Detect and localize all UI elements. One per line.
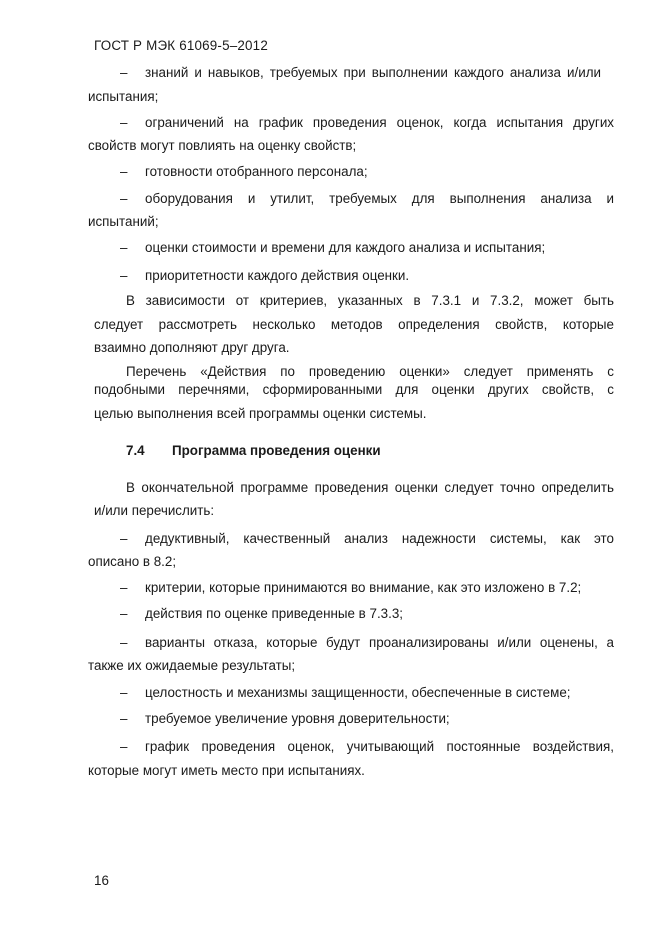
paragraph-line: и/или перечислить: xyxy=(94,503,215,518)
paragraph-line: следует рассмотреть несколько методов определения свойств, которые xyxy=(94,317,614,332)
list-item-text: действия по оценке приведенные в 7.3.3; xyxy=(145,606,404,621)
list-item-text: свойств могут повлиять на оценку свойств; xyxy=(88,138,357,153)
list-bullet: – xyxy=(120,191,128,206)
list-bullet: – xyxy=(120,739,128,754)
list-item-text: оборудования и утилит, требуемых для выполнения анализа и xyxy=(145,191,614,206)
list-item-text: ограничений на график проведения оценок, когда испытания других xyxy=(145,115,614,130)
list-bullet: – xyxy=(120,164,128,179)
list-bullet: – xyxy=(120,65,128,80)
list-bullet: – xyxy=(120,711,128,726)
list-item-text: график проведения оценок, учитывающий постоянные воздействия, xyxy=(145,739,614,754)
section-title: Программа проведения оценки xyxy=(172,443,381,458)
list-item-text: дедуктивный, качественный анализ надежности системы, как это xyxy=(145,531,614,546)
list-bullet: – xyxy=(120,268,128,283)
list-item-text: оценки стоимости и времени для каждого анализа и испытания; xyxy=(145,240,546,255)
paragraph-line: целью выполнения всей программы оценки системы. xyxy=(94,406,427,421)
list-item-text: требуемое увеличение уровня доверительности; xyxy=(145,711,450,726)
list-item-text: критерии, которые принимаются во внимание, как это изложено в 7.2; xyxy=(145,580,582,595)
list-item-text: также их ожидаемые результаты; xyxy=(88,658,296,673)
list-bullet: – xyxy=(120,685,128,700)
list-item-text: варианты отказа, которые будут проанализированы и/или оценены, а xyxy=(145,635,614,650)
list-bullet: – xyxy=(120,240,128,255)
list-item-text: приоритетности каждого действия оценки. xyxy=(145,268,410,283)
paragraph-line: взаимно дополняют друг друга. xyxy=(94,340,290,355)
list-bullet: – xyxy=(120,606,128,621)
list-item-text: целостность и механизмы защищенности, обеспеченные в системе; xyxy=(145,685,571,700)
list-item-text: испытания; xyxy=(88,89,159,104)
document-header: ГОСТ Р МЭК 61069-5–2012 xyxy=(94,38,268,53)
list-bullet: – xyxy=(120,115,128,130)
page-number: 16 xyxy=(94,873,109,888)
paragraph-line: подобными перечнями, сформированными для оценки других свойств, с xyxy=(94,382,614,397)
section-number: 7.4 xyxy=(126,443,145,458)
paragraph-line: Перечень «Действия по проведению оценки» следует применять с xyxy=(126,364,614,379)
list-item-text: знаний и навыков, требуемых при выполнении каждого анализа и/или xyxy=(145,65,601,80)
list-bullet: – xyxy=(120,580,128,595)
list-item-text: готовности отобранного персонала; xyxy=(145,164,368,179)
list-bullet: – xyxy=(120,635,128,650)
list-item-text: описано в 8.2; xyxy=(88,554,177,569)
paragraph-line: В зависимости от критериев, указанных в 7.3.1 и 7.3.2, может быть xyxy=(126,293,614,308)
list-item-text: которые могут иметь место при испытаниях. xyxy=(88,763,365,778)
paragraph-line: В окончательной программе проведения оценки следует точно определить xyxy=(126,480,614,495)
list-bullet: – xyxy=(120,531,128,546)
list-item-text: испытаний; xyxy=(88,214,159,229)
